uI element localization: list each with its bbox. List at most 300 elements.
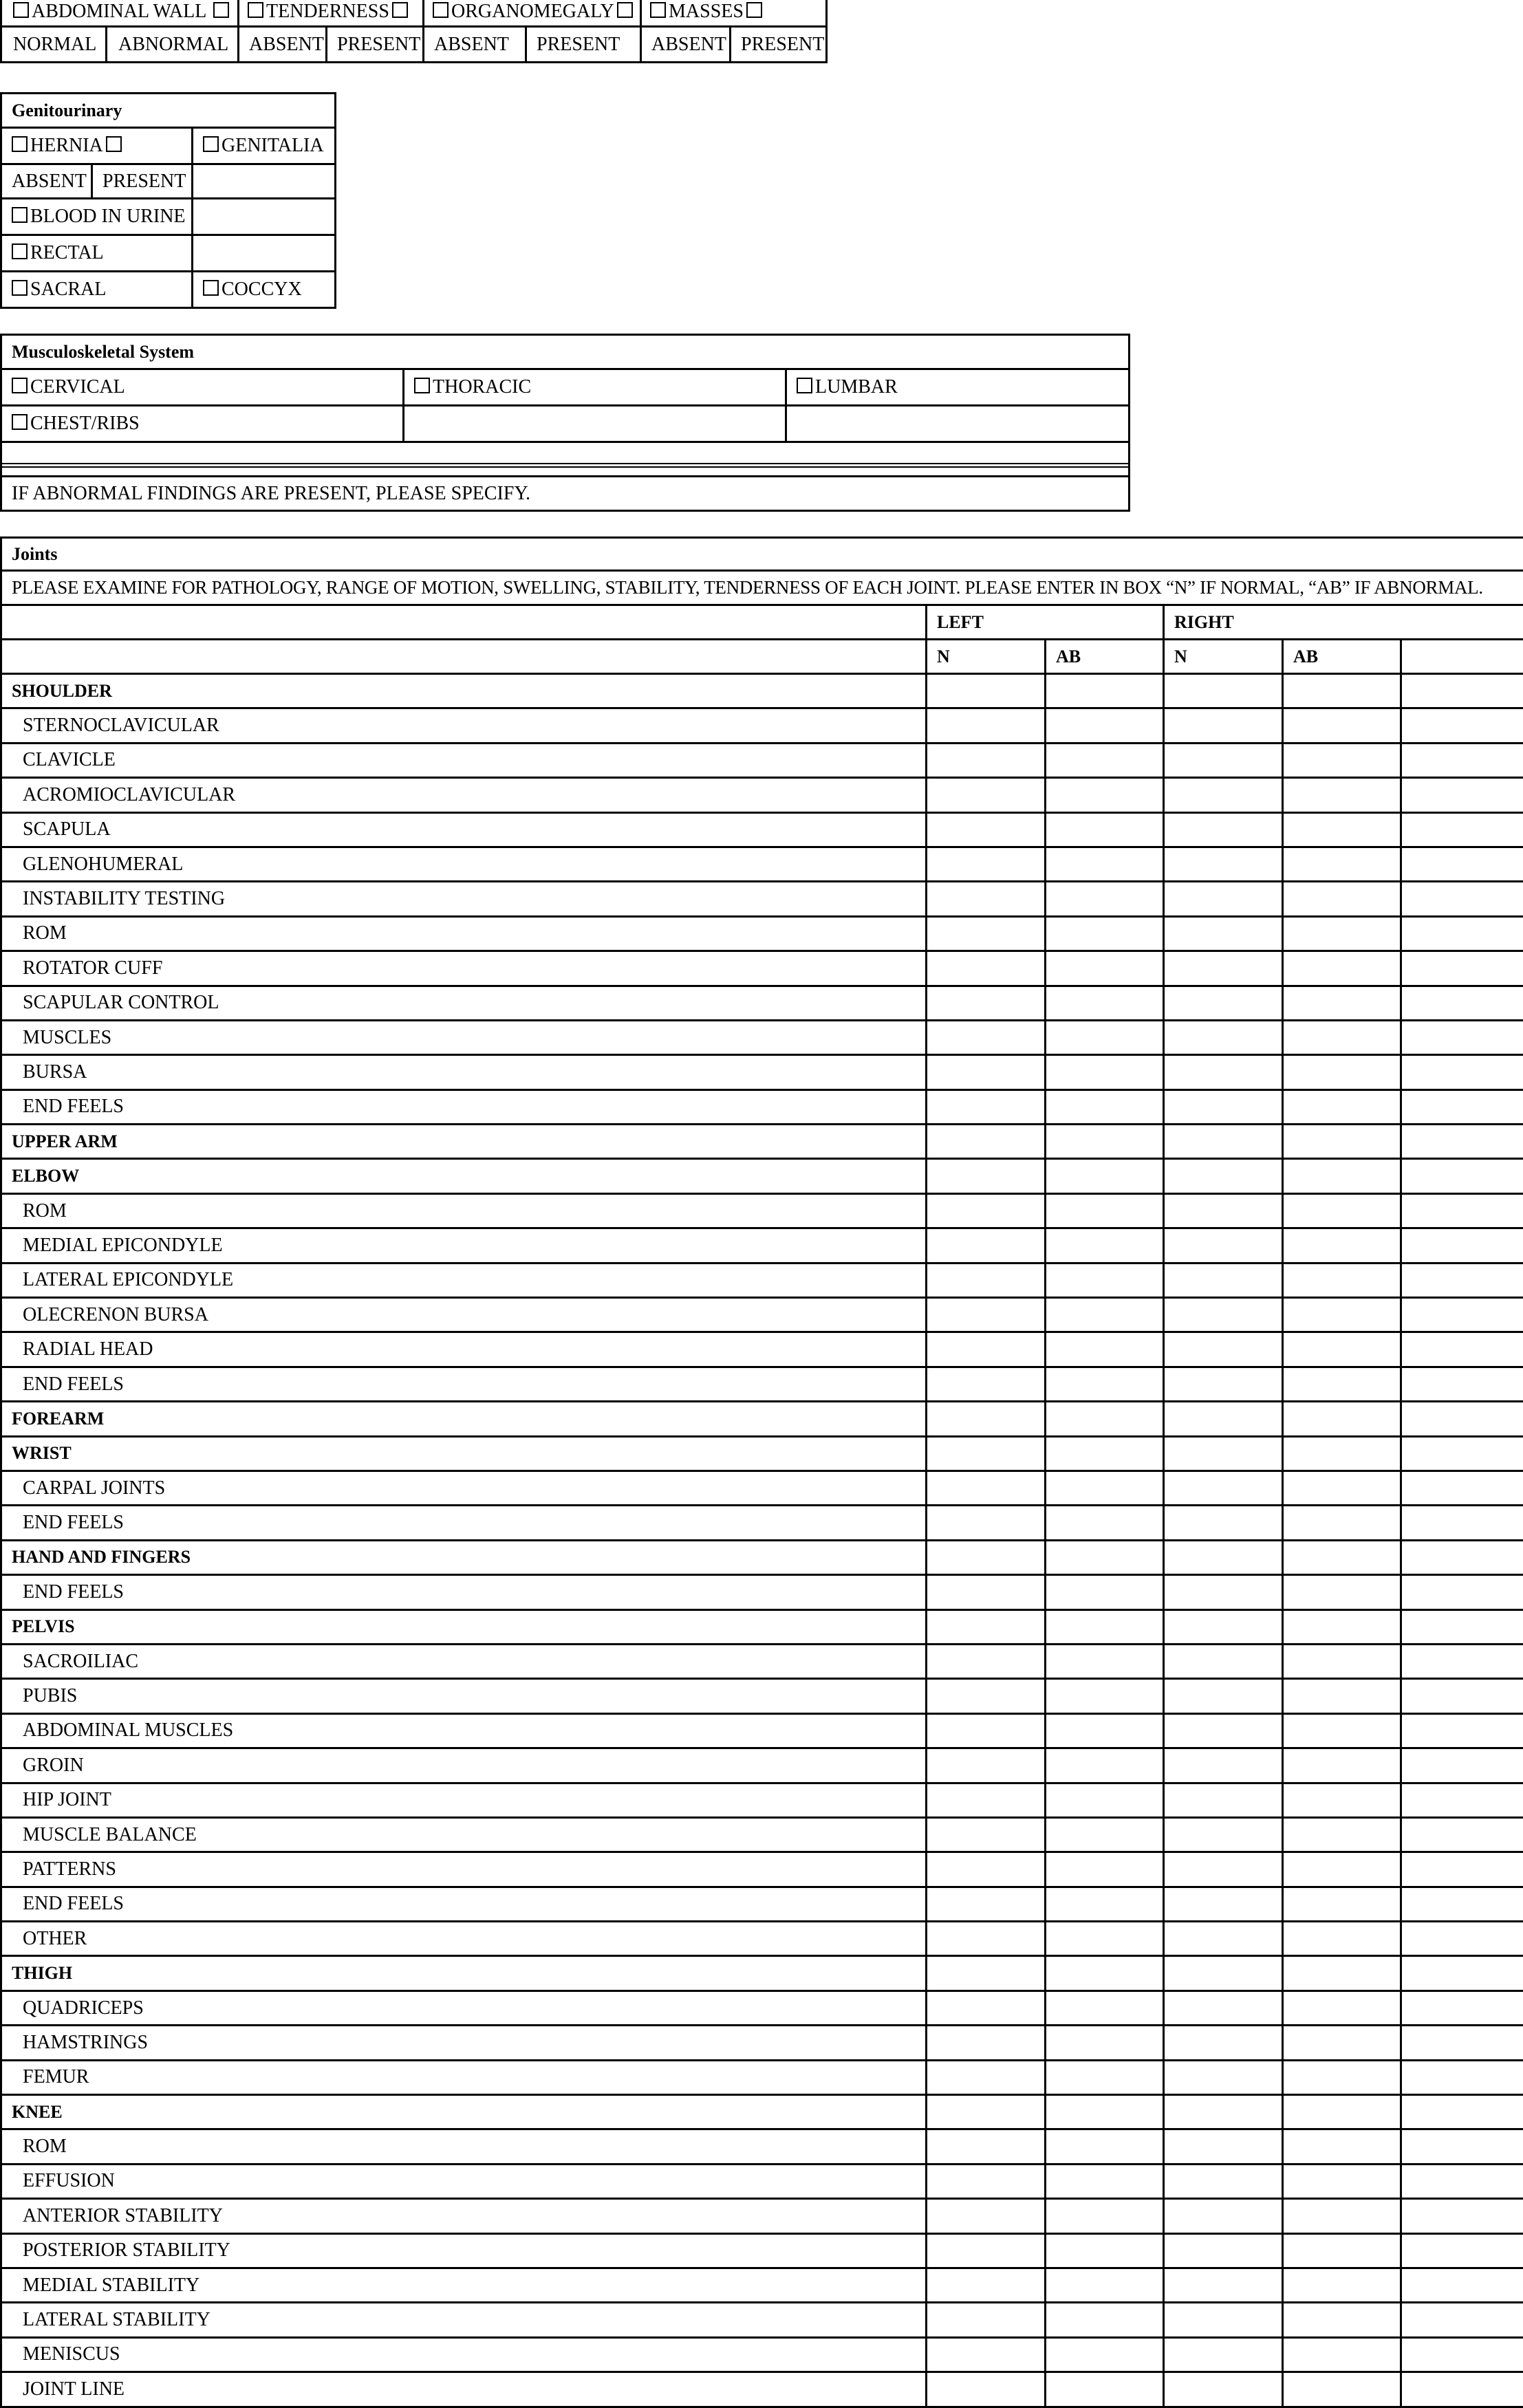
checkbox[interactable] (392, 2, 408, 18)
right-n-cell[interactable] (1164, 1644, 1283, 1678)
left-ab-cell[interactable] (1046, 2095, 1164, 2129)
right-ab-cell[interactable] (1283, 1575, 1401, 1609)
right-ab-cell[interactable] (1283, 1922, 1401, 1956)
right-n-cell[interactable] (1164, 1228, 1283, 1263)
masses-label: MASSES (669, 1, 744, 22)
left-ab-cell[interactable] (1046, 674, 1164, 708)
joint-row (1, 1298, 1523, 1332)
right-ab-cell[interactable] (1283, 1020, 1401, 1054)
left-ab-cell[interactable] (1046, 1332, 1164, 1367)
left-ab-cell[interactable] (1046, 1783, 1164, 1817)
extra-cell[interactable] (1401, 2303, 1523, 2337)
left-ab-cell[interactable] (1046, 2233, 1164, 2268)
left-n-cell[interactable] (927, 2164, 1046, 2198)
joint-section-row (1, 1609, 1523, 1644)
left-n-cell[interactable] (927, 1713, 1046, 1748)
left-n-cell[interactable] (927, 1852, 1046, 1887)
right-n-cell[interactable] (1164, 2164, 1283, 2198)
right-ab-cell[interactable] (1283, 2372, 1401, 2407)
left-n-cell[interactable] (927, 1228, 1046, 1263)
option-present: PRESENT (327, 27, 424, 63)
left-ab-cell[interactable] (1046, 2199, 1164, 2233)
joint-row (1, 1471, 1523, 1505)
left-ab-cell[interactable] (1046, 1956, 1164, 1991)
right-ab-cell[interactable] (1283, 2060, 1401, 2094)
right-n-cell[interactable] (1164, 1817, 1283, 1852)
extra-cell[interactable] (1401, 1436, 1523, 1471)
left-ab-cell[interactable] (1046, 986, 1164, 1020)
joint-section-row (1, 2095, 1523, 2129)
left-n-cell[interactable] (927, 1020, 1046, 1054)
left-ab-cell[interactable] (1046, 1991, 1164, 2025)
left-n-cell[interactable] (927, 1471, 1046, 1505)
right-ab-cell[interactable] (1283, 951, 1401, 986)
right-n-cell[interactable] (1164, 916, 1283, 951)
left-ab-cell[interactable] (1046, 1263, 1164, 1297)
right-n-cell[interactable] (1164, 2199, 1283, 2233)
left-ab-cell[interactable] (1046, 951, 1164, 986)
left-n-cell[interactable] (927, 986, 1046, 1020)
left-n-cell[interactable] (927, 1956, 1046, 1991)
left-ab-cell[interactable] (1046, 778, 1164, 812)
right-n-cell[interactable] (1164, 2372, 1283, 2407)
extra-cell[interactable] (1401, 1298, 1523, 1332)
right-n-cell[interactable] (1164, 1575, 1283, 1609)
right-n-cell[interactable] (1164, 1506, 1283, 1540)
right-ab-cell[interactable] (1283, 1402, 1401, 1436)
extra-cell[interactable] (1401, 1506, 1523, 1540)
extra-cell[interactable] (1401, 951, 1523, 986)
extra-cell[interactable] (1401, 1402, 1523, 1436)
joint-label: ACROMIOCLAVICULAR (1, 778, 927, 812)
joints-title: Joints (1, 538, 1523, 571)
extra-cell[interactable] (1401, 1471, 1523, 1505)
left-n-cell[interactable] (927, 1991, 1046, 2025)
extra-cell[interactable] (1401, 674, 1523, 708)
left-n-cell[interactable] (927, 1089, 1046, 1124)
right-ab-cell[interactable] (1283, 1436, 1401, 1471)
right-ab-cell[interactable] (1283, 743, 1401, 777)
left-n-cell[interactable] (927, 1817, 1046, 1852)
blood-in-urine-label: BLOOD IN URINE (30, 206, 186, 227)
checkbox[interactable] (12, 280, 28, 296)
extra-cell[interactable] (1401, 1713, 1523, 1748)
right-n-cell[interactable] (1164, 986, 1283, 1020)
checkbox[interactable] (12, 243, 28, 259)
lumbar-label: LUMBAR (815, 376, 898, 398)
extra-cell[interactable] (1401, 1991, 1523, 2025)
right-ab-cell[interactable] (1283, 778, 1401, 812)
right-n-cell[interactable] (1164, 1089, 1283, 1124)
right-n-cell[interactable] (1164, 2026, 1283, 2060)
left-ab-cell[interactable] (1046, 2164, 1164, 2198)
right-ab-cell[interactable] (1283, 2199, 1401, 2233)
right-n-cell[interactable] (1164, 1298, 1283, 1332)
left-ab-cell[interactable] (1046, 2129, 1164, 2164)
right-ab-cell[interactable] (1283, 1817, 1401, 1852)
right-ab-cell[interactable] (1283, 1748, 1401, 1783)
right-ab-cell[interactable] (1283, 674, 1401, 708)
left-ab-cell[interactable] (1046, 916, 1164, 951)
extra-cell[interactable] (1401, 1193, 1523, 1228)
left-ab-cell[interactable] (1046, 1540, 1164, 1574)
extra-cell[interactable] (1401, 1159, 1523, 1193)
extra-cell[interactable] (1401, 1956, 1523, 1991)
right-n-cell[interactable] (1164, 708, 1283, 743)
right-n-cell[interactable] (1164, 1125, 1283, 1159)
checkbox[interactable] (746, 2, 762, 18)
left-n-cell[interactable] (927, 778, 1046, 812)
left-n-cell[interactable] (927, 1159, 1046, 1193)
left-n-cell[interactable] (927, 1540, 1046, 1574)
right-ab-cell[interactable] (1283, 1713, 1401, 1748)
left-ab-cell[interactable] (1046, 1367, 1164, 1401)
left-n-cell[interactable] (927, 847, 1046, 881)
right-n-cell[interactable] (1164, 2129, 1283, 2164)
extra-cell[interactable] (1401, 1887, 1523, 1921)
right-n-cell[interactable] (1164, 1159, 1283, 1193)
left-n-cell[interactable] (927, 2026, 1046, 2060)
checkbox[interactable] (248, 2, 263, 18)
extra-cell[interactable] (1401, 1679, 1523, 1713)
joint-label: POSTERIOR STABILITY (1, 2233, 927, 2268)
left-n-cell[interactable] (927, 2060, 1046, 2094)
left-n-cell[interactable] (927, 1263, 1046, 1297)
extra-cell[interactable] (1401, 708, 1523, 743)
right-ab-cell[interactable] (1283, 1263, 1401, 1297)
left-ab-cell[interactable] (1046, 1644, 1164, 1678)
left-ab-cell[interactable] (1046, 1748, 1164, 1783)
extra-cell[interactable] (1401, 1644, 1523, 1678)
left-ab-cell[interactable] (1046, 1125, 1164, 1159)
extra-cell[interactable] (1401, 2233, 1523, 2268)
left-n-cell[interactable] (927, 1644, 1046, 1678)
extra-cell[interactable] (1401, 1575, 1523, 1609)
extra-cell[interactable] (1401, 1263, 1523, 1297)
right-ab-cell[interactable] (1283, 812, 1401, 847)
right-n-cell[interactable] (1164, 1991, 1283, 2025)
left-n-cell[interactable] (927, 1332, 1046, 1367)
extra-cell[interactable] (1401, 2337, 1523, 2372)
extra-cell[interactable] (1401, 1609, 1523, 1644)
left-ab-cell[interactable] (1046, 1679, 1164, 1713)
right-n-cell[interactable] (1164, 1609, 1283, 1644)
left-ab-cell[interactable] (1046, 1575, 1164, 1609)
left-ab-cell[interactable] (1046, 1471, 1164, 1505)
extra-cell[interactable] (1401, 1020, 1523, 1054)
extra-cell[interactable] (1401, 1817, 1523, 1852)
extra-cell[interactable] (1401, 743, 1523, 777)
right-ab-cell[interactable] (1283, 1332, 1401, 1367)
checkbox[interactable] (12, 414, 28, 430)
right-ab-cell[interactable] (1283, 916, 1401, 951)
right-ab-cell[interactable] (1283, 1609, 1401, 1644)
extra-cell[interactable] (1401, 1852, 1523, 1887)
extra-cell[interactable] (1401, 1367, 1523, 1401)
right-n-cell[interactable] (1164, 1263, 1283, 1297)
left-ab-cell[interactable] (1046, 882, 1164, 916)
left-ab-cell[interactable] (1046, 2026, 1164, 2060)
extra-cell[interactable] (1401, 2129, 1523, 2164)
right-ab-cell[interactable] (1283, 2129, 1401, 2164)
left-ab-cell[interactable] (1046, 812, 1164, 847)
checkbox[interactable] (213, 2, 229, 18)
right-ab-cell[interactable] (1283, 2268, 1401, 2302)
left-n-cell[interactable] (927, 1506, 1046, 1540)
left-ab-cell[interactable] (1046, 1817, 1164, 1852)
right-ab-cell[interactable] (1283, 2303, 1401, 2337)
right-n-cell[interactable] (1164, 1436, 1283, 1471)
left-n-cell[interactable] (927, 1055, 1046, 1089)
right-n-cell[interactable] (1164, 951, 1283, 986)
left-n-cell[interactable] (927, 1436, 1046, 1471)
extra-cell[interactable] (1401, 2026, 1523, 2060)
left-n-cell[interactable] (927, 743, 1046, 777)
right-n-cell[interactable] (1164, 1332, 1283, 1367)
left-n-cell[interactable] (927, 708, 1046, 743)
left-n-cell[interactable] (927, 1679, 1046, 1713)
left-ab-cell[interactable] (1046, 1609, 1164, 1644)
left-n-cell[interactable] (927, 2233, 1046, 2268)
specify-line[interactable] (1, 442, 1130, 477)
right-ab-cell[interactable] (1283, 2164, 1401, 2198)
checkbox[interactable] (203, 280, 219, 296)
right-ab-cell[interactable] (1283, 1887, 1401, 1921)
extra-cell[interactable] (1401, 2268, 1523, 2302)
left-n-cell[interactable] (927, 1125, 1046, 1159)
left-n-cell[interactable] (927, 1887, 1046, 1921)
joint-label: END FEELS (1, 1089, 927, 1124)
right-n-cell[interactable] (1164, 1055, 1283, 1089)
chest-ribs-cell (1, 406, 404, 442)
right-ab-cell[interactable] (1283, 2337, 1401, 2372)
extra-cell[interactable] (1401, 2199, 1523, 2233)
checkbox[interactable] (650, 2, 666, 18)
left-n-cell[interactable] (927, 812, 1046, 847)
right-ab-cell[interactable] (1283, 1471, 1401, 1505)
left-ab-cell[interactable] (1046, 708, 1164, 743)
tenderness-label: TENDERNESS (266, 1, 389, 22)
left-ab-cell[interactable] (1046, 1887, 1164, 1921)
checkbox[interactable] (13, 2, 29, 18)
right-ab-cell[interactable] (1283, 1193, 1401, 1228)
checkbox[interactable] (797, 378, 812, 393)
left-n-cell[interactable] (927, 916, 1046, 951)
right-ab-cell[interactable] (1283, 1644, 1401, 1678)
right-n-cell[interactable] (1164, 743, 1283, 777)
left-n-cell[interactable] (927, 2199, 1046, 2233)
left-ab-cell[interactable] (1046, 1402, 1164, 1436)
right-n-cell[interactable] (1164, 2268, 1283, 2302)
left-n-cell[interactable] (927, 2129, 1046, 2164)
left-n-cell[interactable] (927, 1193, 1046, 1228)
right-n-cell[interactable] (1164, 1783, 1283, 1817)
extra-cell[interactable] (1401, 812, 1523, 847)
right-ab-cell[interactable] (1283, 847, 1401, 881)
joint-row (1, 1228, 1523, 1263)
right-n-cell[interactable] (1164, 882, 1283, 916)
right-n-cell[interactable] (1164, 847, 1283, 881)
left-ab-cell[interactable] (1046, 1506, 1164, 1540)
extra-cell[interactable] (1401, 1055, 1523, 1089)
left-n-cell[interactable] (927, 1748, 1046, 1783)
right-ab-cell[interactable] (1283, 986, 1401, 1020)
left-n-cell[interactable] (927, 1922, 1046, 1956)
right-n-cell[interactable] (1164, 1748, 1283, 1783)
checkbox[interactable] (617, 2, 633, 18)
left-ab-cell[interactable] (1046, 1055, 1164, 1089)
right-ab-cell[interactable] (1283, 1679, 1401, 1713)
left-ab-cell[interactable] (1046, 743, 1164, 777)
extra-cell[interactable] (1401, 847, 1523, 881)
extra-cell[interactable] (1401, 1332, 1523, 1367)
right-ab-cell[interactable] (1283, 1852, 1401, 1887)
empty-cell (1, 640, 927, 674)
left-n-cell[interactable] (927, 2095, 1046, 2129)
left-ab-cell[interactable] (1046, 1713, 1164, 1748)
right-ab-cell[interactable] (1283, 1367, 1401, 1401)
checkbox[interactable] (106, 136, 122, 152)
right-ab-cell[interactable] (1283, 1228, 1401, 1263)
joint-label: QUADRICEPS (1, 1991, 927, 2025)
extra-cell[interactable] (1401, 1540, 1523, 1574)
extra-cell[interactable] (1401, 2095, 1523, 2129)
left-ab-cell[interactable] (1046, 2303, 1164, 2337)
right-ab-cell[interactable] (1283, 1540, 1401, 1574)
left-ab-cell[interactable] (1046, 1922, 1164, 1956)
joint-row (1, 847, 1523, 881)
cervical-label: CERVICAL (30, 376, 125, 398)
blood-in-urine-cell (1, 199, 193, 235)
joint-label: HAMSTRINGS (1, 2026, 927, 2060)
right-n-cell[interactable] (1164, 2303, 1283, 2337)
right-n-cell[interactable] (1164, 778, 1283, 812)
right-n-cell[interactable] (1164, 1887, 1283, 1921)
right-n-cell[interactable] (1164, 674, 1283, 708)
left-ab-cell[interactable] (1046, 1193, 1164, 1228)
left-n-cell[interactable] (927, 2268, 1046, 2302)
right-n-cell[interactable] (1164, 1713, 1283, 1748)
left-n-cell[interactable] (927, 951, 1046, 986)
right-ab-cell[interactable] (1283, 1298, 1401, 1332)
extra-cell[interactable] (1401, 1125, 1523, 1159)
right-ab-cell[interactable] (1283, 1783, 1401, 1817)
left-ab-cell[interactable] (1046, 1228, 1164, 1263)
right-n-cell[interactable] (1164, 1956, 1283, 1991)
checkbox[interactable] (12, 136, 28, 152)
left-n-cell[interactable] (927, 2372, 1046, 2407)
option-absent: ABSENT (424, 27, 526, 63)
left-n-cell[interactable] (927, 1298, 1046, 1332)
left-ab-cell[interactable] (1046, 2372, 1164, 2407)
right-ab-cell[interactable] (1283, 1055, 1401, 1089)
right-ab-cell[interactable] (1283, 708, 1401, 743)
right-n-cell[interactable] (1164, 1367, 1283, 1401)
checkbox[interactable] (12, 207, 28, 223)
right-n-cell[interactable] (1164, 812, 1283, 847)
right-ab-cell[interactable] (1283, 1125, 1401, 1159)
left-n-cell[interactable] (927, 1609, 1046, 1644)
left-ab-cell[interactable] (1046, 1436, 1164, 1471)
extra-cell[interactable] (1401, 1783, 1523, 1817)
right-n-cell[interactable] (1164, 2233, 1283, 2268)
right-n-cell[interactable] (1164, 2060, 1283, 2094)
left-ab-cell[interactable] (1046, 2268, 1164, 2302)
right-ab-cell[interactable] (1283, 1159, 1401, 1193)
checkbox[interactable] (414, 378, 430, 393)
right-ab-cell[interactable] (1283, 1089, 1401, 1124)
empty-cell (404, 406, 786, 442)
left-n-cell[interactable] (927, 1402, 1046, 1436)
left-n-cell[interactable] (927, 1367, 1046, 1401)
right-n-cell[interactable] (1164, 2095, 1283, 2129)
extra-cell[interactable] (1401, 882, 1523, 916)
left-n-cell[interactable] (927, 882, 1046, 916)
right-ab-cell[interactable] (1283, 882, 1401, 916)
left-n-cell[interactable] (927, 674, 1046, 708)
right-ab-cell[interactable] (1283, 1506, 1401, 1540)
left-ab-cell[interactable] (1046, 2060, 1164, 2094)
right-ab-cell[interactable] (1283, 2026, 1401, 2060)
left-n-cell[interactable] (927, 1783, 1046, 1817)
extra-cell[interactable] (1401, 2372, 1523, 2407)
left-ab-cell[interactable] (1046, 847, 1164, 881)
extra-cell[interactable] (1401, 2164, 1523, 2198)
joint-row (1, 1887, 1523, 1921)
right-ab-cell[interactable] (1283, 1956, 1401, 1991)
right-n-cell[interactable] (1164, 1679, 1283, 1713)
right-n-cell[interactable] (1164, 2337, 1283, 2372)
joint-row (1, 2372, 1523, 2407)
joint-row (1, 1575, 1523, 1609)
organomegaly-label: ORGANOMEGALY (451, 1, 614, 22)
checkbox[interactable] (433, 2, 449, 18)
extra-cell[interactable] (1401, 1089, 1523, 1124)
extra-cell[interactable] (1401, 1748, 1523, 1783)
left-n-cell[interactable] (927, 2337, 1046, 2372)
right-n-cell[interactable] (1164, 1471, 1283, 1505)
extra-cell[interactable] (1401, 1922, 1523, 1956)
right-n-cell[interactable] (1164, 1540, 1283, 1574)
right-n-cell[interactable] (1164, 1193, 1283, 1228)
left-n-cell[interactable] (927, 2303, 1046, 2337)
left-ab-cell[interactable] (1046, 1298, 1164, 1332)
checkbox[interactable] (203, 136, 219, 152)
joint-row (1, 1748, 1523, 1783)
left-ab-cell[interactable] (1046, 1020, 1164, 1054)
extra-cell[interactable] (1401, 778, 1523, 812)
left-ab-cell[interactable] (1046, 1852, 1164, 1887)
right-n-cell[interactable] (1164, 1922, 1283, 1956)
right-ab-cell[interactable] (1283, 2233, 1401, 2268)
left-ab-cell[interactable] (1046, 1159, 1164, 1193)
right-ab-cell[interactable] (1283, 1991, 1401, 2025)
checkbox[interactable] (12, 378, 28, 393)
left-ab-cell[interactable] (1046, 2337, 1164, 2372)
joint-section-row (1, 674, 1523, 708)
right-n-cell[interactable] (1164, 1852, 1283, 1887)
left-n-cell[interactable] (927, 1575, 1046, 1609)
extra-cell[interactable] (1401, 916, 1523, 951)
left-ab-cell[interactable] (1046, 1089, 1164, 1124)
extra-cell[interactable] (1401, 2060, 1523, 2094)
joint-section-label: PELVIS (1, 1609, 927, 1644)
extra-cell[interactable] (1401, 1228, 1523, 1263)
right-n-cell[interactable] (1164, 1020, 1283, 1054)
extra-cell[interactable] (1401, 986, 1523, 1020)
right-ab-cell[interactable] (1283, 2095, 1401, 2129)
right-n-cell[interactable] (1164, 1402, 1283, 1436)
